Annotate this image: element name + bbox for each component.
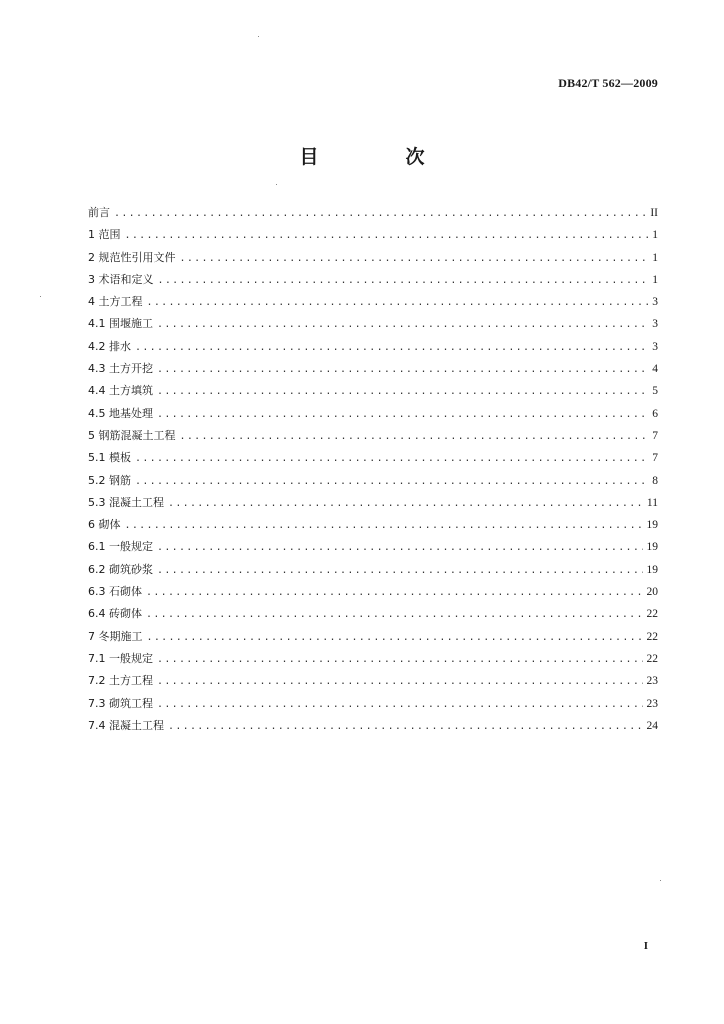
page-title: 目 次: [299, 146, 459, 168]
toc-entry-page: 24: [646, 719, 658, 732]
toc-entry-label: 4.5 地基处理: [88, 406, 153, 420]
toc-leader-dots: [157, 537, 643, 559]
toc-leader-dots: [125, 515, 643, 537]
toc-entry-label: 前言: [88, 206, 110, 219]
toc-entry-label: 4.1 围堰施工: [88, 317, 153, 331]
document-code: DB42/T 562—2009: [558, 76, 658, 90]
toc-entry-page: 19: [646, 541, 658, 554]
toc-entry-page: 7: [652, 452, 658, 465]
toc-entry[interactable]: [88, 603, 658, 625]
toc-entry-page: 8: [652, 474, 658, 487]
toc-entry[interactable]: [88, 536, 658, 558]
toc-leader-dots: [147, 627, 643, 649]
toc-entry-label: 6.3 石砌体: [88, 585, 142, 599]
toc-entry-label: 7 冬期施工: [88, 629, 143, 643]
toc-entry[interactable]: [88, 447, 658, 469]
toc-entry-label: 5.1 模板: [88, 451, 131, 465]
toc-entry[interactable]: [88, 693, 658, 715]
toc-entry-label: 5 钢筋混凝土工程: [88, 428, 176, 442]
toc-leader-dots: [157, 359, 648, 381]
scan-speck: [40, 296, 41, 297]
toc-entry-label: 4.3 土方开挖: [88, 362, 153, 376]
toc-entry-page: 1: [652, 251, 658, 264]
page-number: I: [643, 940, 648, 952]
toc-leader-dots: [180, 248, 649, 270]
toc-entry-page: 11: [646, 496, 658, 509]
toc-entry-label: 7.4 混凝土工程: [88, 718, 164, 732]
toc-entry-page: 7: [652, 429, 658, 442]
toc-leader-dots: [135, 448, 648, 470]
scan-speck: [660, 880, 661, 881]
toc-entry-label: 6 砌体: [88, 518, 121, 532]
table-of-contents: [88, 202, 658, 737]
toc-entry[interactable]: [88, 492, 658, 514]
toc-entry-label: 2 规范性引用文件: [88, 250, 176, 264]
toc-leader-dots: [157, 649, 643, 671]
toc-entry-label: 3 术语和定义: [88, 272, 154, 286]
toc-leader-dots: [146, 604, 643, 626]
toc-entry-page: II: [650, 207, 658, 219]
toc-entry[interactable]: [88, 336, 658, 358]
toc-entry-page: 6: [652, 407, 658, 420]
toc-entry[interactable]: [88, 247, 658, 269]
toc-entry-page: 20: [646, 586, 658, 599]
toc-leader-dots: [157, 404, 648, 426]
toc-entry-label: 4 土方工程: [88, 295, 143, 309]
toc-entry-label: 6.2 砌筑砂浆: [88, 562, 153, 576]
toc-entry[interactable]: [88, 559, 658, 581]
toc-entry-page: 4: [652, 363, 658, 376]
scan-speck: [258, 36, 259, 37]
toc-entry-page: 22: [646, 652, 658, 665]
toc-entry-page: 22: [646, 608, 658, 621]
toc-entry[interactable]: [88, 626, 658, 648]
toc-entry-label: 4.2 排水: [88, 339, 131, 353]
toc-entry-page: 22: [646, 630, 658, 643]
toc-entry[interactable]: [88, 425, 658, 447]
toc-entry-page: 5: [652, 385, 658, 398]
toc-entry-page: 1: [652, 273, 658, 286]
toc-entry[interactable]: [88, 403, 658, 425]
toc-entry[interactable]: [88, 648, 658, 670]
toc-entry[interactable]: [88, 470, 658, 492]
toc-entry-label: 5.3 混凝土工程: [88, 495, 164, 509]
toc-entry-label: 7.3 砌筑工程: [88, 696, 153, 710]
toc-leader-dots: [135, 471, 648, 493]
toc-leader-dots: [157, 694, 643, 716]
toc-entry[interactable]: [88, 291, 658, 313]
toc-leader-dots: [168, 493, 643, 515]
toc-leader-dots: [157, 381, 648, 403]
toc-entry[interactable]: [88, 380, 658, 402]
toc-leader-dots: [157, 560, 643, 582]
toc-entry[interactable]: [88, 202, 658, 224]
toc-leader-dots: [147, 292, 649, 314]
toc-leader-dots: [135, 337, 648, 359]
toc-leader-dots: [158, 270, 649, 292]
toc-entry-label: 7.2 土方工程: [88, 674, 153, 688]
toc-leader-dots: [157, 671, 643, 693]
toc-entry-label: 5.2 钢筋: [88, 473, 131, 487]
toc-entry-page: 1: [652, 229, 658, 242]
toc-entry[interactable]: [88, 224, 658, 246]
toc-entry-page: 19: [646, 563, 658, 576]
scan-speck: [276, 184, 277, 185]
toc-leader-dots: [146, 582, 643, 604]
toc-entry[interactable]: [88, 715, 658, 737]
toc-entry-label: 4.4 土方填筑: [88, 384, 153, 398]
toc-entry-page: 23: [646, 675, 658, 688]
toc-entry[interactable]: [88, 313, 658, 335]
toc-entry-page: 3: [652, 296, 658, 309]
toc-entry[interactable]: [88, 670, 658, 692]
toc-entry[interactable]: [88, 269, 658, 291]
toc-entry[interactable]: [88, 358, 658, 380]
toc-entry[interactable]: [88, 514, 658, 536]
toc-leader-dots: [125, 225, 649, 247]
toc-leader-dots: [168, 716, 643, 738]
toc-entry-page: 3: [652, 318, 658, 331]
toc-entry[interactable]: [88, 581, 658, 603]
toc-entry-label: 6.4 砖砌体: [88, 607, 142, 621]
toc-leader-dots: [114, 203, 646, 225]
toc-entry-page: 23: [646, 697, 658, 710]
toc-leader-dots: [157, 314, 648, 336]
toc-entry-label: 7.1 一般规定: [88, 651, 153, 665]
toc-entry-label: 1 范围: [88, 228, 121, 242]
toc-entry-page: 19: [646, 519, 658, 532]
toc-leader-dots: [180, 426, 649, 448]
toc-entry-page: 3: [652, 340, 658, 353]
toc-entry-label: 6.1 一般规定: [88, 540, 153, 554]
